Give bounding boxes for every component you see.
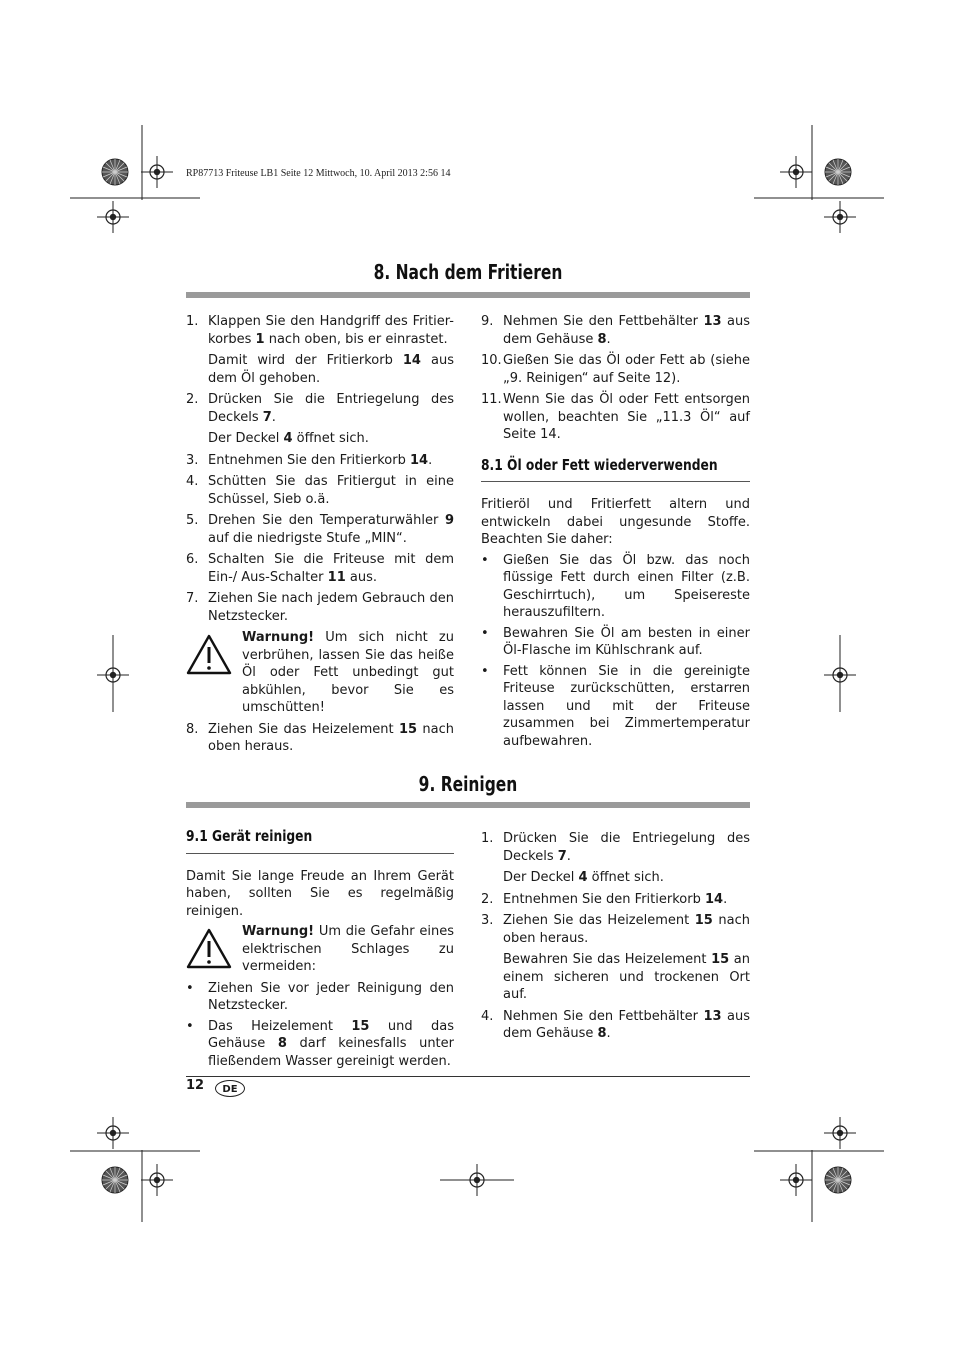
bullet-item [186, 1018, 454, 1071]
warning-label: Warnung! [242, 630, 315, 645]
bullet-dot-icon: • [186, 980, 194, 996]
text-run: darf keinesfalls unter fließendem Wasser gereinigt werden. [208, 1036, 454, 1069]
part-number: 8 [597, 331, 607, 347]
text-run: Damit wird der Fritierkorb [208, 353, 403, 368]
bullet-dot-icon: • [481, 552, 489, 568]
part-number: 11 [327, 569, 346, 585]
part-number: 14 [402, 353, 421, 368]
text-run: . [606, 1026, 611, 1041]
part-number: 14 [409, 452, 429, 468]
bullet-item [481, 625, 750, 660]
bullet-dot-icon: • [186, 1018, 194, 1034]
text-run: Schalten Sie die Friteuse mit dem Ein-/ Aus-Schalter [208, 552, 454, 585]
part-number: 8 [277, 1036, 287, 1051]
part-number: 15 [351, 1018, 370, 1034]
step-number: 8. [186, 721, 199, 737]
step-text [208, 452, 454, 470]
step-number: 3. [481, 913, 494, 928]
text-run: Klappen Sie den Handgriff des Fritier-korbes [208, 314, 454, 347]
step-text [503, 830, 750, 865]
part-number: 7 [557, 848, 567, 864]
text-run: . [566, 848, 571, 864]
step-number: 4. [481, 1008, 494, 1024]
part-number: 1 [255, 331, 265, 347]
step-result-text [186, 352, 454, 387]
bullet-text [208, 980, 454, 1015]
step-item [186, 313, 454, 348]
part-number: 4 [578, 870, 588, 885]
text-run: an einem sicheren und trockenen Ort auf. [503, 952, 751, 1002]
bullet-dot-icon: • [481, 625, 489, 641]
step-text [503, 912, 750, 947]
subsection-9-1-rule [186, 853, 454, 854]
text-run: Ziehen Sie vor jeder Reinigung den Netzstecker. [208, 980, 454, 1013]
subsection-8-1-rule [481, 481, 750, 482]
text-run: aus dem Gehäuse [503, 1008, 750, 1041]
bullet-text: Gießen Sie das Öl bzw. das noch flüssige Fett durch einen Filter (z.B. Geschirrtuch), um Speisereste herauszufiltern. [503, 552, 750, 620]
bullet-item [481, 663, 750, 751]
text-run: öffnet sich. [292, 431, 369, 446]
step-item [186, 721, 454, 756]
part-number: 15 [694, 913, 713, 928]
step-number: 5. [186, 513, 199, 528]
text-run: Ziehen Sie das Heizelement [503, 913, 695, 928]
print-header: RP87713 Friteuse LB1 Seite 12 Mittwoch, 10. April 2013 2:56 14 [186, 168, 451, 179]
text-run: und das Gehäuse [208, 1018, 454, 1051]
text-run: Das Heizelement [208, 1018, 352, 1034]
color-wheel-mark [102, 159, 128, 185]
text-run: Drücken Sie die Entriegelung des Deckels [503, 831, 750, 864]
part-number: 15 [711, 952, 730, 967]
step-text [208, 512, 454, 547]
step-item [481, 891, 750, 909]
step-number: 1. [481, 831, 494, 846]
bullet-item [481, 552, 750, 622]
step-text [208, 551, 454, 586]
step-item [481, 912, 750, 947]
language-badge: DE [215, 1080, 245, 1097]
text-run: Entnehmen Sie den Fritierkorb [503, 891, 705, 907]
text-run: . [606, 331, 611, 347]
warning-label: Warnung! [242, 924, 315, 939]
step-item [481, 352, 750, 387]
part-number: 14 [704, 891, 724, 907]
part-number: 4 [283, 431, 293, 446]
text-run: Drücken Sie die Entriegelung des Deckels [208, 392, 454, 425]
step-text [503, 313, 750, 348]
text-run: nach oben, bis er einrastet. [264, 331, 448, 347]
step-result-text [481, 869, 750, 887]
part-number: 7 [262, 409, 272, 425]
step-text [503, 352, 750, 387]
text-run: Wenn Sie das Öl oder Fett entsorgen wollen, beachten Sie „11.3 Öl“ auf Seite 14. [503, 392, 750, 442]
text-run: aus dem Öl gehoben. [208, 353, 454, 386]
subsection-9-1-intro: Damit Sie lange Freude an Ihrem Gerät haben, sollten Sie es regelmäßig reinigen. [186, 868, 454, 919]
step-item [186, 512, 454, 547]
text-run: Der Deckel [208, 431, 284, 446]
text-run: Nehmen Sie den Fettbehälter [503, 314, 704, 329]
step-item [186, 590, 454, 625]
bullet-text [208, 1018, 454, 1071]
step-item [186, 391, 454, 426]
step-number: 9. [481, 314, 494, 329]
step-item [481, 1008, 750, 1043]
warning-text: Um die Gefahr eines elektrischen Schlages zu vermeiden: [242, 924, 454, 974]
step-item [186, 452, 454, 470]
bullet-item [186, 980, 454, 1015]
text-run: nach oben heraus. [503, 913, 750, 946]
text-run: Der Deckel [503, 870, 579, 885]
bullet-text: Fett können Sie in die gereinigte Friteuse zurückschütten, erstarren lassen und mit der Friteuse zusammen bei Zimmertemperatur aufbewahren. [503, 663, 750, 749]
step-text [503, 891, 750, 909]
warning-triangle-icon [186, 923, 242, 976]
part-number: 15 [398, 721, 418, 737]
section-8-bar [186, 292, 750, 298]
part-number: 9 [444, 513, 454, 528]
subsection-9-1-title: 9.1 Gerät reinigen [186, 827, 313, 845]
step-number: 10. [481, 353, 502, 368]
step-result-text [186, 430, 454, 448]
section-9-left-column [186, 828, 454, 1073]
section-9-right-column [481, 830, 750, 1047]
color-wheel-mark [825, 1167, 851, 1193]
step-number: 6. [186, 552, 199, 567]
bullet-dot-icon: • [481, 663, 489, 679]
text-run: öffnet sich. [587, 870, 664, 885]
step-number: 11. [481, 392, 502, 407]
text-run: nach oben heraus. [208, 721, 454, 754]
page-number: 12 [186, 1078, 205, 1093]
step-text [208, 721, 454, 756]
step-number: 4. [186, 474, 199, 489]
text-run: Nehmen Sie den Fettbehälter [503, 1008, 704, 1024]
color-wheel-mark [825, 159, 851, 185]
section-8-left-column [186, 313, 454, 760]
text-run: . [723, 891, 728, 907]
warning-box [186, 629, 454, 717]
text-run: Schütten Sie das Fritiergut in eine Schüssel, Sieb o.ä. [208, 474, 454, 507]
step-text [208, 391, 454, 426]
text-run: aus. [345, 569, 377, 585]
warning-text: Um sich nicht zu verbrühen, lassen Sie das heiße Öl oder Fett unbedingt gut abkühlen, bevor Sie es umschütten! [242, 630, 454, 715]
step-item [481, 313, 750, 348]
text-run: Drehen Sie den Temperaturwähler [208, 513, 445, 528]
text-run: Bewahren Sie das Heizelement [503, 952, 712, 967]
text-run: Gießen Sie das Öl oder Fett ab (siehe „9. Reinigen“ auf Seite 12). [503, 353, 750, 386]
part-number: 8 [597, 1026, 607, 1041]
step-text [208, 313, 454, 348]
part-number: 13 [703, 314, 722, 329]
section-9-bar [186, 802, 750, 808]
text-run: . [428, 452, 433, 468]
step-text [208, 590, 454, 625]
footer-rule [186, 1076, 750, 1077]
step-item [481, 830, 750, 865]
subsection-8-1-intro: Fritieröl und Fritierfett altern und entwickeln dabei ungesunde Stoffe. Beachten Sie daher: [481, 497, 750, 547]
step-number: 2. [481, 891, 494, 907]
text-run: Ziehen Sie das Heizelement [208, 721, 399, 737]
step-text [503, 1008, 750, 1043]
step-text [208, 473, 454, 508]
step-number: 1. [186, 314, 199, 329]
section-9-title: 9. Reinigen [418, 772, 518, 796]
text-run: Entnehmen Sie den Fritierkorb [208, 452, 410, 468]
step-number: 2. [186, 392, 199, 407]
step-text [503, 391, 750, 444]
warning-box [186, 923, 454, 976]
color-wheel-mark [102, 1167, 128, 1193]
step-result-text [481, 951, 750, 1004]
bullet-text: Bewahren Sie Öl am besten in einer Öl-Flasche im Kühlschrank auf. [503, 625, 750, 658]
part-number: 13 [703, 1008, 722, 1024]
text-run: Ziehen Sie nach jedem Gebrauch den Netzstecker. [208, 591, 454, 624]
step-item [186, 473, 454, 508]
step-number: 7. [186, 591, 199, 606]
text-run: aus dem Gehäuse [503, 314, 750, 347]
step-number: 3. [186, 452, 199, 468]
step-item [481, 391, 750, 444]
section-8-right-column [481, 313, 750, 753]
step-item [186, 551, 454, 586]
text-run: . [271, 409, 276, 425]
warning-triangle-icon [186, 629, 242, 717]
text-run: auf die niedrigste Stufe „MIN“. [208, 530, 407, 546]
section-8-title: 8. Nach dem Fritieren [373, 260, 563, 284]
subsection-8-1-title: 8.1 Öl oder Fett wiederverwenden [481, 455, 718, 474]
